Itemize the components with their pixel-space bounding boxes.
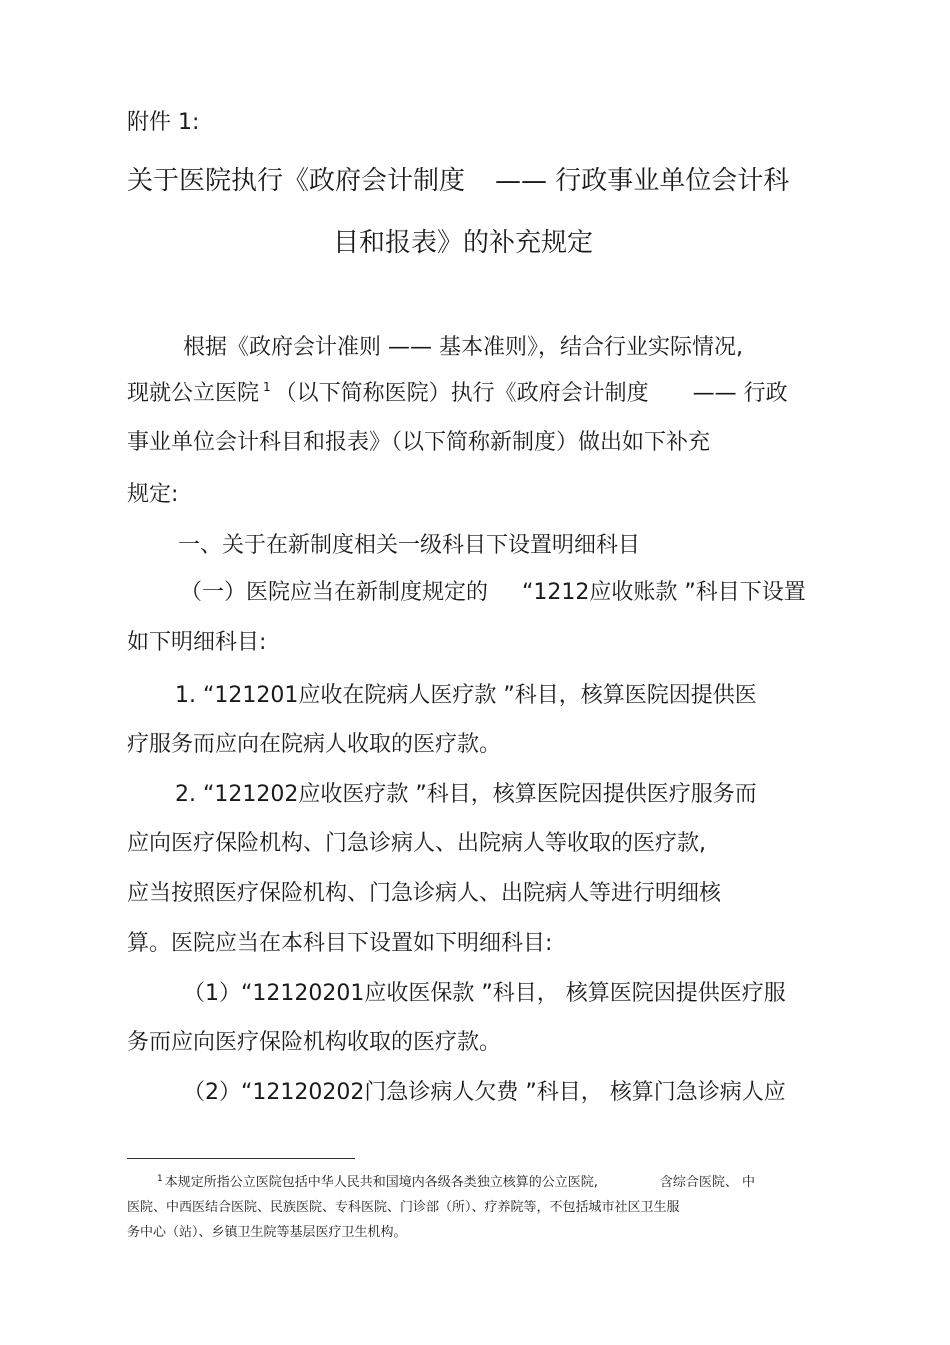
footnote-marker: 1 xyxy=(157,1174,163,1184)
subitem-1-line-2: 务而应向医疗保险机构收取的医疗款。 xyxy=(127,1030,502,1055)
intro-line-2-part-c: —— 行政 xyxy=(692,381,788,406)
intro-line-1: 根据《政府会计准则 —— 基本准则》，结合行业实际情况, xyxy=(183,335,743,360)
intro-line-4: 规定: xyxy=(127,482,179,507)
footnote-line-1-part-b: 含综合医院、 中 xyxy=(659,1175,756,1190)
footnote-line-1 xyxy=(157,1174,755,1193)
item-1-line-1: 1. “121201应收在院病人医疗款 ”科目，核算医院因提供医 xyxy=(175,683,757,708)
intro-line-3: 事业单位会计科目和报表》（以下简称新制度）做出如下补充 xyxy=(127,430,711,455)
item-2-line-3: 应当按照医疗保险机构、门急诊病人、出院病人等进行明细核 xyxy=(127,881,722,906)
item-2-line-4: 算。医院应当在本科目下设置如下明细科目: xyxy=(127,931,553,956)
footnote-divider xyxy=(127,1158,355,1159)
footnote-reference[interactable]: 1 xyxy=(263,380,271,394)
section-1-heading: 一、关于在新制度相关一级科目下设置明细科目 xyxy=(178,533,641,558)
subitem-1-line-1: （1）“12120201应收医保款 ”科目， 核算医院因提供医疗服 xyxy=(183,981,786,1006)
intro-line-2-part-b: （以下简称医院）执行《政府会计制度 xyxy=(274,381,649,406)
item-2-line-2: 应向医疗保险机构、门急诊病人、出院病人等收取的医疗款, xyxy=(127,831,706,856)
paragraph-1-line-1 xyxy=(180,578,806,608)
paragraph-1-line-2: 如下明细科目: xyxy=(127,630,267,655)
paragraph-1-part-b: “1212应收账款 ”科目下设置 xyxy=(522,580,806,605)
footnote-line-2: 医院、中西医结合医院、民族医院、专科医院、门诊部（所）、疗养院等，不包括城市社区卫生服 xyxy=(127,1200,680,1215)
document-title-line-2: 目和报表》的补充规定 xyxy=(333,228,594,258)
intro-line-2 xyxy=(127,379,788,411)
footnote-line-3: 务中心（站）、乡镇卫生院等基层医疗卫生机构。 xyxy=(127,1225,407,1240)
title-part-a: 关于医院执行《政府会计制度 xyxy=(127,166,466,196)
attachment-label: 附件 1: xyxy=(127,110,200,135)
item-2-line-1: 2. “121202应收医疗款 ”科目，核算医院因提供医疗服务而 xyxy=(175,782,757,807)
document-title-line-1 xyxy=(127,163,789,199)
footnote-line-1-part-a: 本规定所指公立医院包括中华人民共和国境内各级各类独立核算的公立医院, xyxy=(164,1175,598,1190)
intro-line-2-part-a: 现就公立医院 xyxy=(127,381,260,406)
paragraph-1-part-a: （一）医院应当在新制度规定的 xyxy=(180,580,489,605)
subitem-2-line-1: （2）“12120202门急诊病人欠费 ”科目， 核算门急诊病人应 xyxy=(183,1080,786,1105)
title-part-b: —— 行政事业单位会计科 xyxy=(495,166,790,196)
item-1-line-2: 疗服务而应向在院病人收取的医疗款。 xyxy=(127,732,502,757)
